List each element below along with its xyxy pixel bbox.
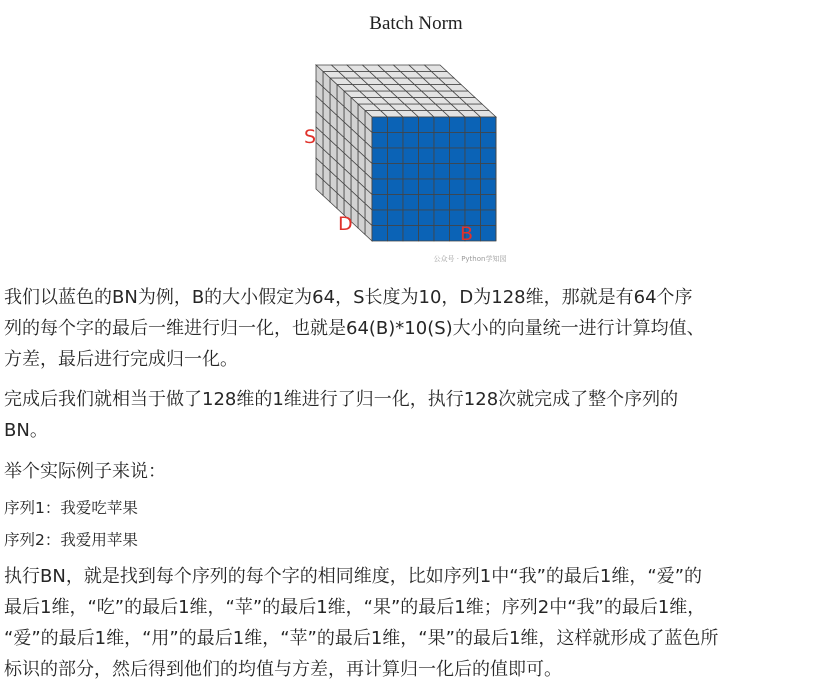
front-cell [388,226,404,242]
front-cell [419,164,435,180]
front-cell [403,164,419,180]
paragraph-final-line: 执行BN，就是找到每个序列的每个字的相同维度，比如序列1中“我”的最后1维，“爱”的 [4,566,703,587]
front-cell [403,133,419,149]
front-cell [434,133,450,149]
front-cell [434,117,450,133]
figure-title: Batch Norm [369,13,463,34]
front-cell [419,133,435,149]
front-cell [372,133,388,149]
front-cell [388,210,404,226]
paragraph-final [4,561,807,685]
example-2: 序列2：我爱用苹果 [4,531,138,549]
front-cell [388,195,404,211]
paragraph-1-line: 我们以蓝色的BN为例，B的大小假定为64，S长度为10，D为128维，那就是有64个序 [4,287,693,308]
front-cell [465,117,481,133]
paragraph-2 [4,384,807,446]
front-cell [419,179,435,195]
front-cell [450,195,466,211]
front-cell [434,164,450,180]
front-cell [450,179,466,195]
front-cell [481,226,497,242]
front-cell [372,226,388,242]
paragraph-3-line: 举个实际例子来说： [4,461,166,482]
paragraph-1 [4,282,807,375]
front-cell [403,117,419,133]
front-cell [388,148,404,164]
front-cell [465,179,481,195]
front-cell [419,210,435,226]
paragraph-final-line: “爱”的最后1维，“用”的最后1维，“苹”的最后1维，“果”的最后1维，这样就形成了蓝色所 [4,628,719,649]
front-cell [419,148,435,164]
paragraph-1-line: 方差，最后进行完成归一化。 [4,349,238,370]
front-cell [481,133,497,149]
front-cell [450,117,466,133]
front-cell [372,164,388,180]
front-cell [434,148,450,164]
front-cell [372,195,388,211]
front-cell [450,133,466,149]
front-cell [481,148,497,164]
batch-norm-figure [0,0,815,268]
front-cell [481,179,497,195]
front-cell [450,164,466,180]
front-cell [372,210,388,226]
front-cell [450,148,466,164]
front-cell [481,117,497,133]
front-cell [388,133,404,149]
front-cell [465,195,481,211]
front-cell [403,179,419,195]
front-cell [434,179,450,195]
paragraph-1-line: 列的每个字的最后一维进行归一化，也就是64(B)*10(S)大小的向量统一进行计算均值、 [4,318,705,339]
front-cell [434,195,450,211]
front-cell [434,226,450,242]
front-cell [403,226,419,242]
paragraph-final-line: 标识的部分，然后得到他们的均值与方差，再计算归一化后的值即可。 [4,659,562,680]
front-cell [434,210,450,226]
front-cell [481,195,497,211]
front-cell [481,210,497,226]
front-cell [403,210,419,226]
example-1: 序列1：我爱吃苹果 [4,499,138,517]
watermark: 公众号 · Python学知园 [433,255,507,263]
front-cell [419,195,435,211]
paragraph-2-line: 完成后我们就相当于做了128维的1维进行了归一化，执行128次就完成了整个序列的 [4,389,679,410]
front-cell [465,164,481,180]
paragraph-2-line: BN。 [4,420,48,441]
front-cell [419,117,435,133]
front-cell [388,164,404,180]
front-cell [403,148,419,164]
front-cell [372,148,388,164]
front-cell [403,195,419,211]
front-cell [388,117,404,133]
front-cell [465,133,481,149]
front-cell [372,117,388,133]
front-cell [481,164,497,180]
front-cell [465,148,481,164]
label-s: S [304,126,317,148]
front-cell [372,179,388,195]
front-cell [388,179,404,195]
paragraph-3 [4,456,807,487]
label-d: D [338,213,353,235]
front-cell [419,226,435,242]
label-b: B [460,223,474,245]
paragraph-final-line: 最后1维，“吃”的最后1维，“苹”的最后1维，“果”的最后1维；序列2中“我”的最后1维， [4,597,706,618]
